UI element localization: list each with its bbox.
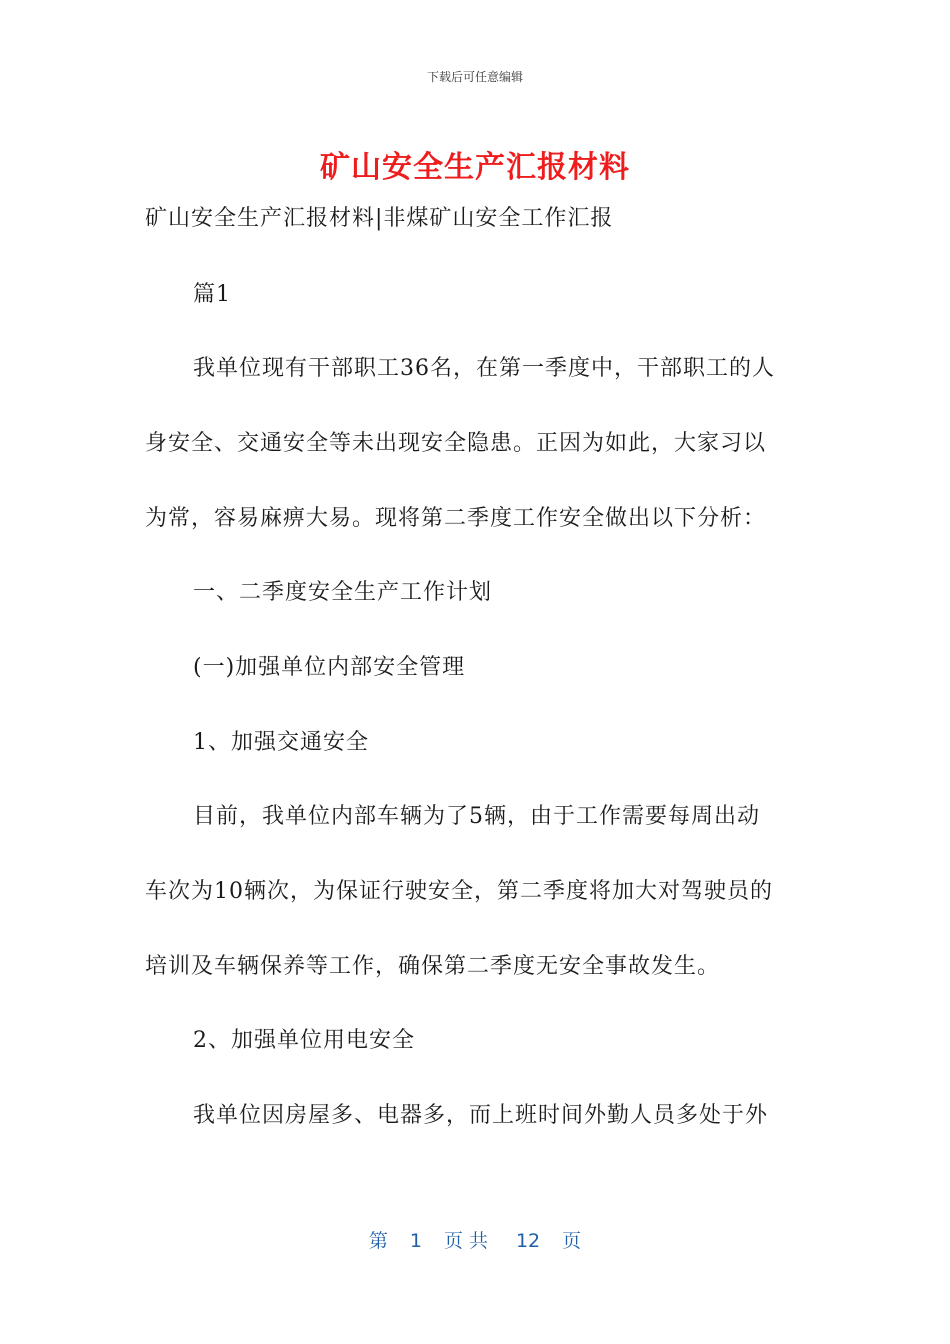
document-title: 矿山安全生产汇报材料	[320, 150, 630, 185]
footer-suffix: 页	[562, 1230, 582, 1252]
section-heading: 一、二季度安全生产工作计划	[193, 580, 493, 605]
paragraph-line: 我单位因房屋多、电器多，而上班时间外勤人员多处于外	[193, 1103, 769, 1128]
footer-prefix: 第	[368, 1230, 388, 1252]
item-heading: 2、加强单位用电安全	[193, 1028, 415, 1053]
header-note: 下载后可任意编辑	[426, 70, 523, 84]
footer-middle: 页共	[443, 1230, 494, 1252]
page-footer	[0, 1226, 950, 1253]
paragraph-line: 目前，我单位内部车辆为了5辆，由于工作需要每周出动	[193, 804, 760, 829]
footer-total-pages: 12	[515, 1230, 541, 1252]
paragraph-line: 为常，容易麻痹大易。现将第二季度工作安全做出以下分析：	[145, 506, 767, 531]
paragraph-line: 身安全、交通安全等未出现安全隐患。正因为如此，大家习以	[145, 431, 767, 456]
subsection-heading: (一)加强单位内部安全管理	[193, 655, 466, 680]
item-heading: 1、加强交通安全	[193, 730, 369, 755]
paragraph-line: 篇1	[193, 282, 231, 307]
document-subtitle: 矿山安全生产汇报材料|非煤矿山安全工作汇报	[145, 206, 614, 231]
paragraph-line: 车次为10辆次，为保证行驶安全，第二季度将加大对驾驶员的	[145, 879, 773, 904]
paragraph-line: 培训及车辆保养等工作，确保第二季度无安全事故发生。	[145, 954, 721, 979]
footer-current-page: 1	[409, 1230, 422, 1252]
paragraph-line: 我单位现有干部职工36名，在第一季度中，干部职工的人	[193, 356, 775, 381]
